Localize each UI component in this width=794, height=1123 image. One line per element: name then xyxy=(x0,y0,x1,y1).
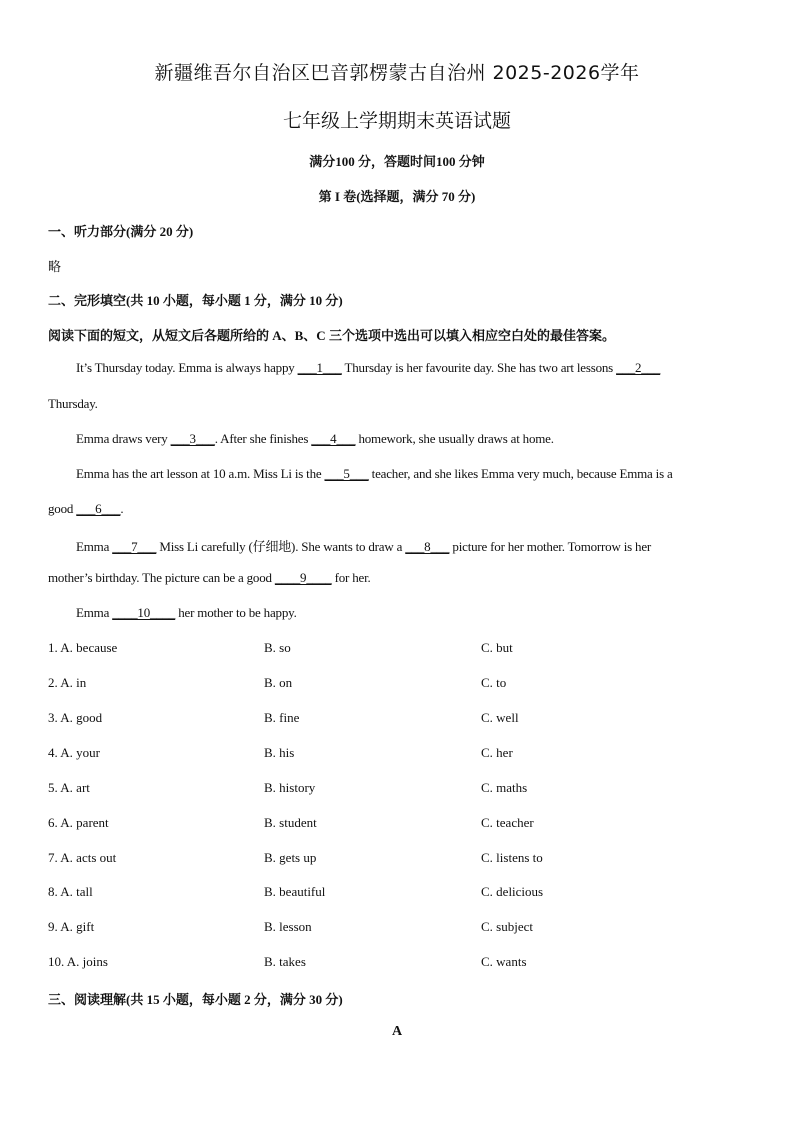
passage-text: mother’s birthday. The picture can be a good xyxy=(48,570,275,585)
section1-heading: 一、听力部分(满分 20 分) xyxy=(48,224,194,239)
blank-8: ___8___ xyxy=(405,539,450,554)
passage-line xyxy=(76,605,776,621)
option-a: 9. A. gift xyxy=(48,919,95,934)
option-c: C. maths xyxy=(481,780,528,795)
option-a: 10. A. joins xyxy=(48,954,108,969)
passage-line xyxy=(76,536,776,555)
passage-text: homework, she usually draws at home. xyxy=(355,431,554,446)
passage-text: teacher, and she likes Emma very much, because Emma is a xyxy=(368,466,673,481)
option-a: 5. A. art xyxy=(48,780,90,795)
option-a: 3. A. good xyxy=(48,710,103,725)
option-c: C. subject xyxy=(481,919,533,934)
blank-5: ___5___ xyxy=(324,466,369,481)
passage-line xyxy=(76,466,776,482)
question-options-row xyxy=(0,640,794,658)
exam-title-line2: 七年级上学期期末英语试题 xyxy=(282,110,511,132)
passage-text: Emma draws very xyxy=(76,431,171,446)
option-b: B. history xyxy=(264,780,316,795)
option-a: 4. A. your xyxy=(48,745,100,760)
question-options-row xyxy=(0,675,794,693)
blank-1: ___1___ xyxy=(297,360,342,375)
passage-text: Emma xyxy=(76,539,113,554)
option-a: 7. A. acts out xyxy=(48,850,117,865)
section2-instruction: 阅读下面的短文，从短文后各题所给的 A、B、C 三个选项中选出可以填入相应空白处的最佳答案。 xyxy=(48,328,615,343)
part-one-heading: 第 I 卷(选择题，满分 70 分) xyxy=(318,189,476,204)
option-b: B. lesson xyxy=(264,919,312,934)
option-b: B. takes xyxy=(264,954,306,969)
passage-line xyxy=(48,396,748,412)
passage-line xyxy=(48,570,748,586)
question-options-row xyxy=(0,954,794,972)
option-c: C. listens to xyxy=(481,850,543,865)
option-c: C. to xyxy=(481,675,507,690)
option-a: 8. A. tall xyxy=(48,884,93,899)
passage-text: good xyxy=(48,501,77,516)
score-time-note: 满分100 分，答题时间100 分钟 xyxy=(309,154,485,169)
option-b: B. gets up xyxy=(264,850,317,865)
option-a: 2. A. in xyxy=(48,675,87,690)
passage-text: Emma xyxy=(76,605,113,620)
passage-text: for her. xyxy=(331,570,371,585)
option-c: C. teacher xyxy=(481,815,534,830)
passage-line xyxy=(48,501,748,517)
passage-text: picture for her mother. Tomorrow is her xyxy=(449,539,652,554)
passage-line xyxy=(76,360,776,376)
section2-heading: 二、完形填空(共 10 小题，每小题 1 分，满分 10 分) xyxy=(48,293,343,308)
passage-text: . After she finishes xyxy=(214,431,312,446)
question-options-row xyxy=(0,884,794,902)
option-b: B. on xyxy=(264,675,293,690)
passage-text: Thursday. xyxy=(48,396,98,411)
passage-text: her mother to be happy. xyxy=(175,605,297,620)
option-b: B. student xyxy=(264,815,317,830)
question-options-row xyxy=(0,745,794,763)
option-c: C. her xyxy=(481,745,513,760)
blank-2: ___2___ xyxy=(616,360,661,375)
blank-9: ____9____ xyxy=(274,570,332,585)
option-b: B. so xyxy=(264,640,291,655)
passage-line xyxy=(76,431,776,447)
option-a: 6. A. parent xyxy=(48,815,109,830)
passage-text: It’s Thursday today. Emma is always happy xyxy=(76,360,298,375)
question-options-row xyxy=(0,780,794,798)
option-c: C. delicious xyxy=(481,884,544,899)
blank-10: ____10____ xyxy=(112,605,176,620)
question-options-row xyxy=(0,815,794,833)
blank-7: ___7___ xyxy=(112,539,157,554)
passage-text: Miss Li carefully (仔细地). She wants to draw a xyxy=(156,539,406,554)
reading-part-label: A xyxy=(391,1024,403,1039)
section3-heading: 三、阅读理解(共 15 小题，每小题 2 分，满分 30 分) xyxy=(48,992,343,1007)
option-b: B. beautiful xyxy=(264,884,326,899)
exam-title-line1: 新疆维吾尔自治区巴音郭楞蒙古自治州 2025-2026学年 xyxy=(154,62,640,84)
section1-content: 略 xyxy=(48,259,62,274)
option-b: B. his xyxy=(264,745,295,760)
question-options-row xyxy=(0,710,794,728)
blank-6: ___6___ xyxy=(76,501,121,516)
passage-text: Thursday is her favourite day. She has two art lessons xyxy=(341,360,617,375)
option-c: C. but xyxy=(481,640,513,655)
option-c: C. well xyxy=(481,710,519,725)
option-a: 1. A. because xyxy=(48,640,118,655)
question-options-row xyxy=(0,919,794,937)
passage-text: . xyxy=(120,501,124,516)
blank-3: ___3___ xyxy=(170,431,215,446)
passage-text: Emma has the art lesson at 10 a.m. Miss Li is the xyxy=(76,466,325,481)
question-options-row xyxy=(0,850,794,868)
option-b: B. fine xyxy=(264,710,300,725)
option-c: C. wants xyxy=(481,954,527,969)
blank-4: ___4___ xyxy=(311,431,356,446)
